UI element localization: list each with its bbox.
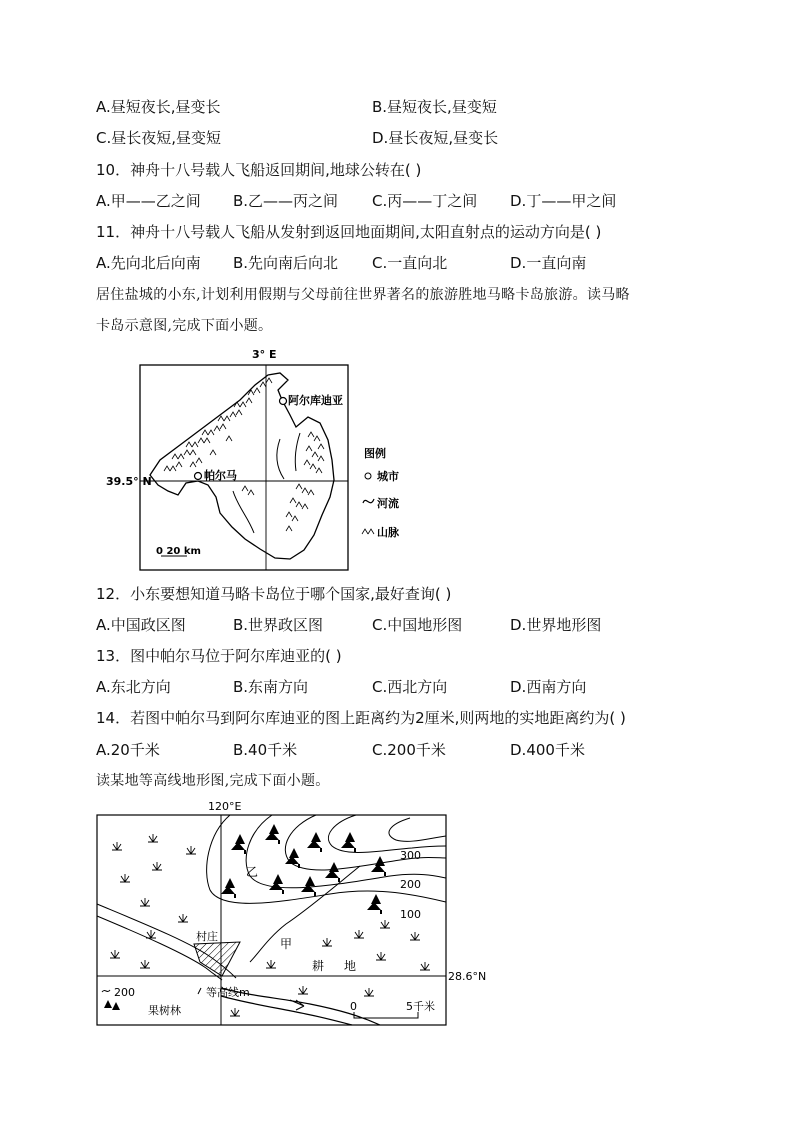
- q11-option-a[interactable]: A.先向北后向南: [96, 254, 201, 272]
- city-alcudia-marker: [280, 398, 287, 405]
- map1-legend: [362, 446, 400, 539]
- legend-mountain-icon: [362, 529, 374, 534]
- scale-distance-label: 5千米: [406, 1000, 435, 1013]
- q12-option-d[interactable]: D.世界地形图: [510, 616, 602, 634]
- q12-option-a[interactable]: A.中国政区图: [96, 616, 186, 634]
- q12-option-b[interactable]: B.世界政区图: [233, 616, 324, 634]
- legend-contour-value: 200: [114, 986, 135, 999]
- city-palma-marker: [195, 473, 202, 480]
- point-jia-label: 甲: [280, 937, 293, 951]
- q11-option-d[interactable]: D.一直向南: [510, 254, 587, 272]
- q9-option-d[interactable]: D.昼长夜短,昼变长: [372, 129, 499, 147]
- legend-title: 图例: [364, 447, 386, 460]
- map1-longitude-label: 3° E: [252, 348, 277, 361]
- intro-contour: 读某地等高线地形图,完成下面小题。: [96, 773, 330, 789]
- map2-legend: [102, 985, 250, 1017]
- contour-200-label: 200: [400, 878, 421, 891]
- legend-river-label: 河流: [377, 497, 399, 510]
- q14-stem: 14．若图中帕尔马到阿尔库迪亚的图上距离约为2厘米,则两地的实地距离约为( ): [96, 709, 626, 727]
- map1-scale-bar: [156, 546, 201, 557]
- q9-option-c[interactable]: C.昼长夜短,昼变短: [96, 129, 222, 147]
- legend-city-icon: [365, 473, 371, 479]
- river-2: [295, 433, 300, 471]
- mountain-range-east: [242, 432, 324, 531]
- legend-contour-label: 等高线m: [206, 986, 250, 999]
- q11-stem: 11．神舟十八号载人飞船从发射到返回地面期间,太阳直射点的运动方向是( ): [96, 223, 602, 241]
- city-palma-label: 帕尔马: [204, 469, 237, 482]
- legend-orchard-label: 果树林: [148, 1004, 181, 1017]
- contour-300-label: 300: [400, 849, 421, 862]
- q9-option-b[interactable]: B.昼短夜长,昼变短: [372, 98, 497, 116]
- farmland-label-1: 耕: [312, 959, 325, 973]
- q13-option-b[interactable]: B.东南方向: [233, 678, 309, 696]
- q10-stem: 10．神舟十八号载人飞船返回期间,地球公转在( ): [96, 161, 422, 179]
- q13-option-d[interactable]: D.西南方向: [510, 678, 587, 696]
- map2-longitude-label: 120°E: [208, 800, 242, 813]
- mountain-range-northwest: [164, 378, 272, 471]
- q14-option-d[interactable]: D.400千米: [510, 741, 585, 759]
- valley-line: [250, 866, 360, 962]
- q14-option-a[interactable]: A.20千米: [96, 741, 160, 759]
- map2-scale-bar: [350, 999, 435, 1018]
- farmland-label-2: 地: [344, 959, 357, 973]
- q10-option-d[interactable]: D.丁——甲之间: [510, 192, 617, 210]
- intro-mallorca-line1: 居住盐城的小东,计划利用假期与父母前往世界著名的旅游胜地马略卡岛旅游。读马略: [96, 287, 630, 303]
- legend-mountain-label: 山脉: [377, 526, 399, 539]
- legend-river-icon: [363, 499, 374, 503]
- q14-option-c[interactable]: C.200千米: [372, 741, 446, 759]
- q10-option-b[interactable]: B.乙——丙之间: [233, 192, 339, 210]
- map2-latitude-label: 28.6°N: [448, 970, 487, 983]
- village-label: 村庄: [196, 930, 218, 943]
- q12-stem: 12．小东要想知道马略卡岛位于哪个国家,最好查询( ): [96, 585, 452, 603]
- map2-frame: [97, 815, 446, 1025]
- intro-mallorca-line2: 卡岛示意图,完成下面小题。: [96, 318, 273, 334]
- q12-option-c[interactable]: C.中国地形图: [372, 616, 463, 634]
- river-3: [277, 439, 284, 479]
- q13-option-c[interactable]: C.西北方向: [372, 678, 448, 696]
- q11-option-c[interactable]: C.一直向北: [372, 254, 448, 272]
- q14-option-b[interactable]: B.40千米: [233, 741, 298, 759]
- q11-option-b[interactable]: B.先向南后向北: [233, 254, 339, 272]
- legend-orchard-icon: [104, 1000, 120, 1010]
- q13-stem: 13．图中帕尔马位于阿尔库迪亚的( ): [96, 647, 342, 665]
- mallorca-map: [106, 345, 420, 575]
- river-1: [233, 491, 254, 533]
- village-area: [194, 942, 240, 976]
- q10-option-c[interactable]: C.丙——丁之间: [372, 192, 478, 210]
- city-alcudia-label: 阿尔库迪亚: [288, 394, 343, 407]
- map1-latitude-label: 39.5° N: [106, 475, 152, 488]
- contour-map: [90, 798, 500, 1030]
- legend-city-label: 城市: [377, 470, 399, 483]
- map1-scale-label: 0 20 km: [156, 546, 201, 557]
- q9-option-a[interactable]: A.昼短夜长,昼变长: [96, 98, 221, 116]
- q10-option-a[interactable]: A.甲——乙之间: [96, 192, 201, 210]
- contour-100-label: 100: [400, 908, 421, 921]
- q13-option-a[interactable]: A.东北方向: [96, 678, 171, 696]
- point-yi-label: 乙: [246, 865, 259, 879]
- scale-zero-label: 0: [350, 1000, 357, 1013]
